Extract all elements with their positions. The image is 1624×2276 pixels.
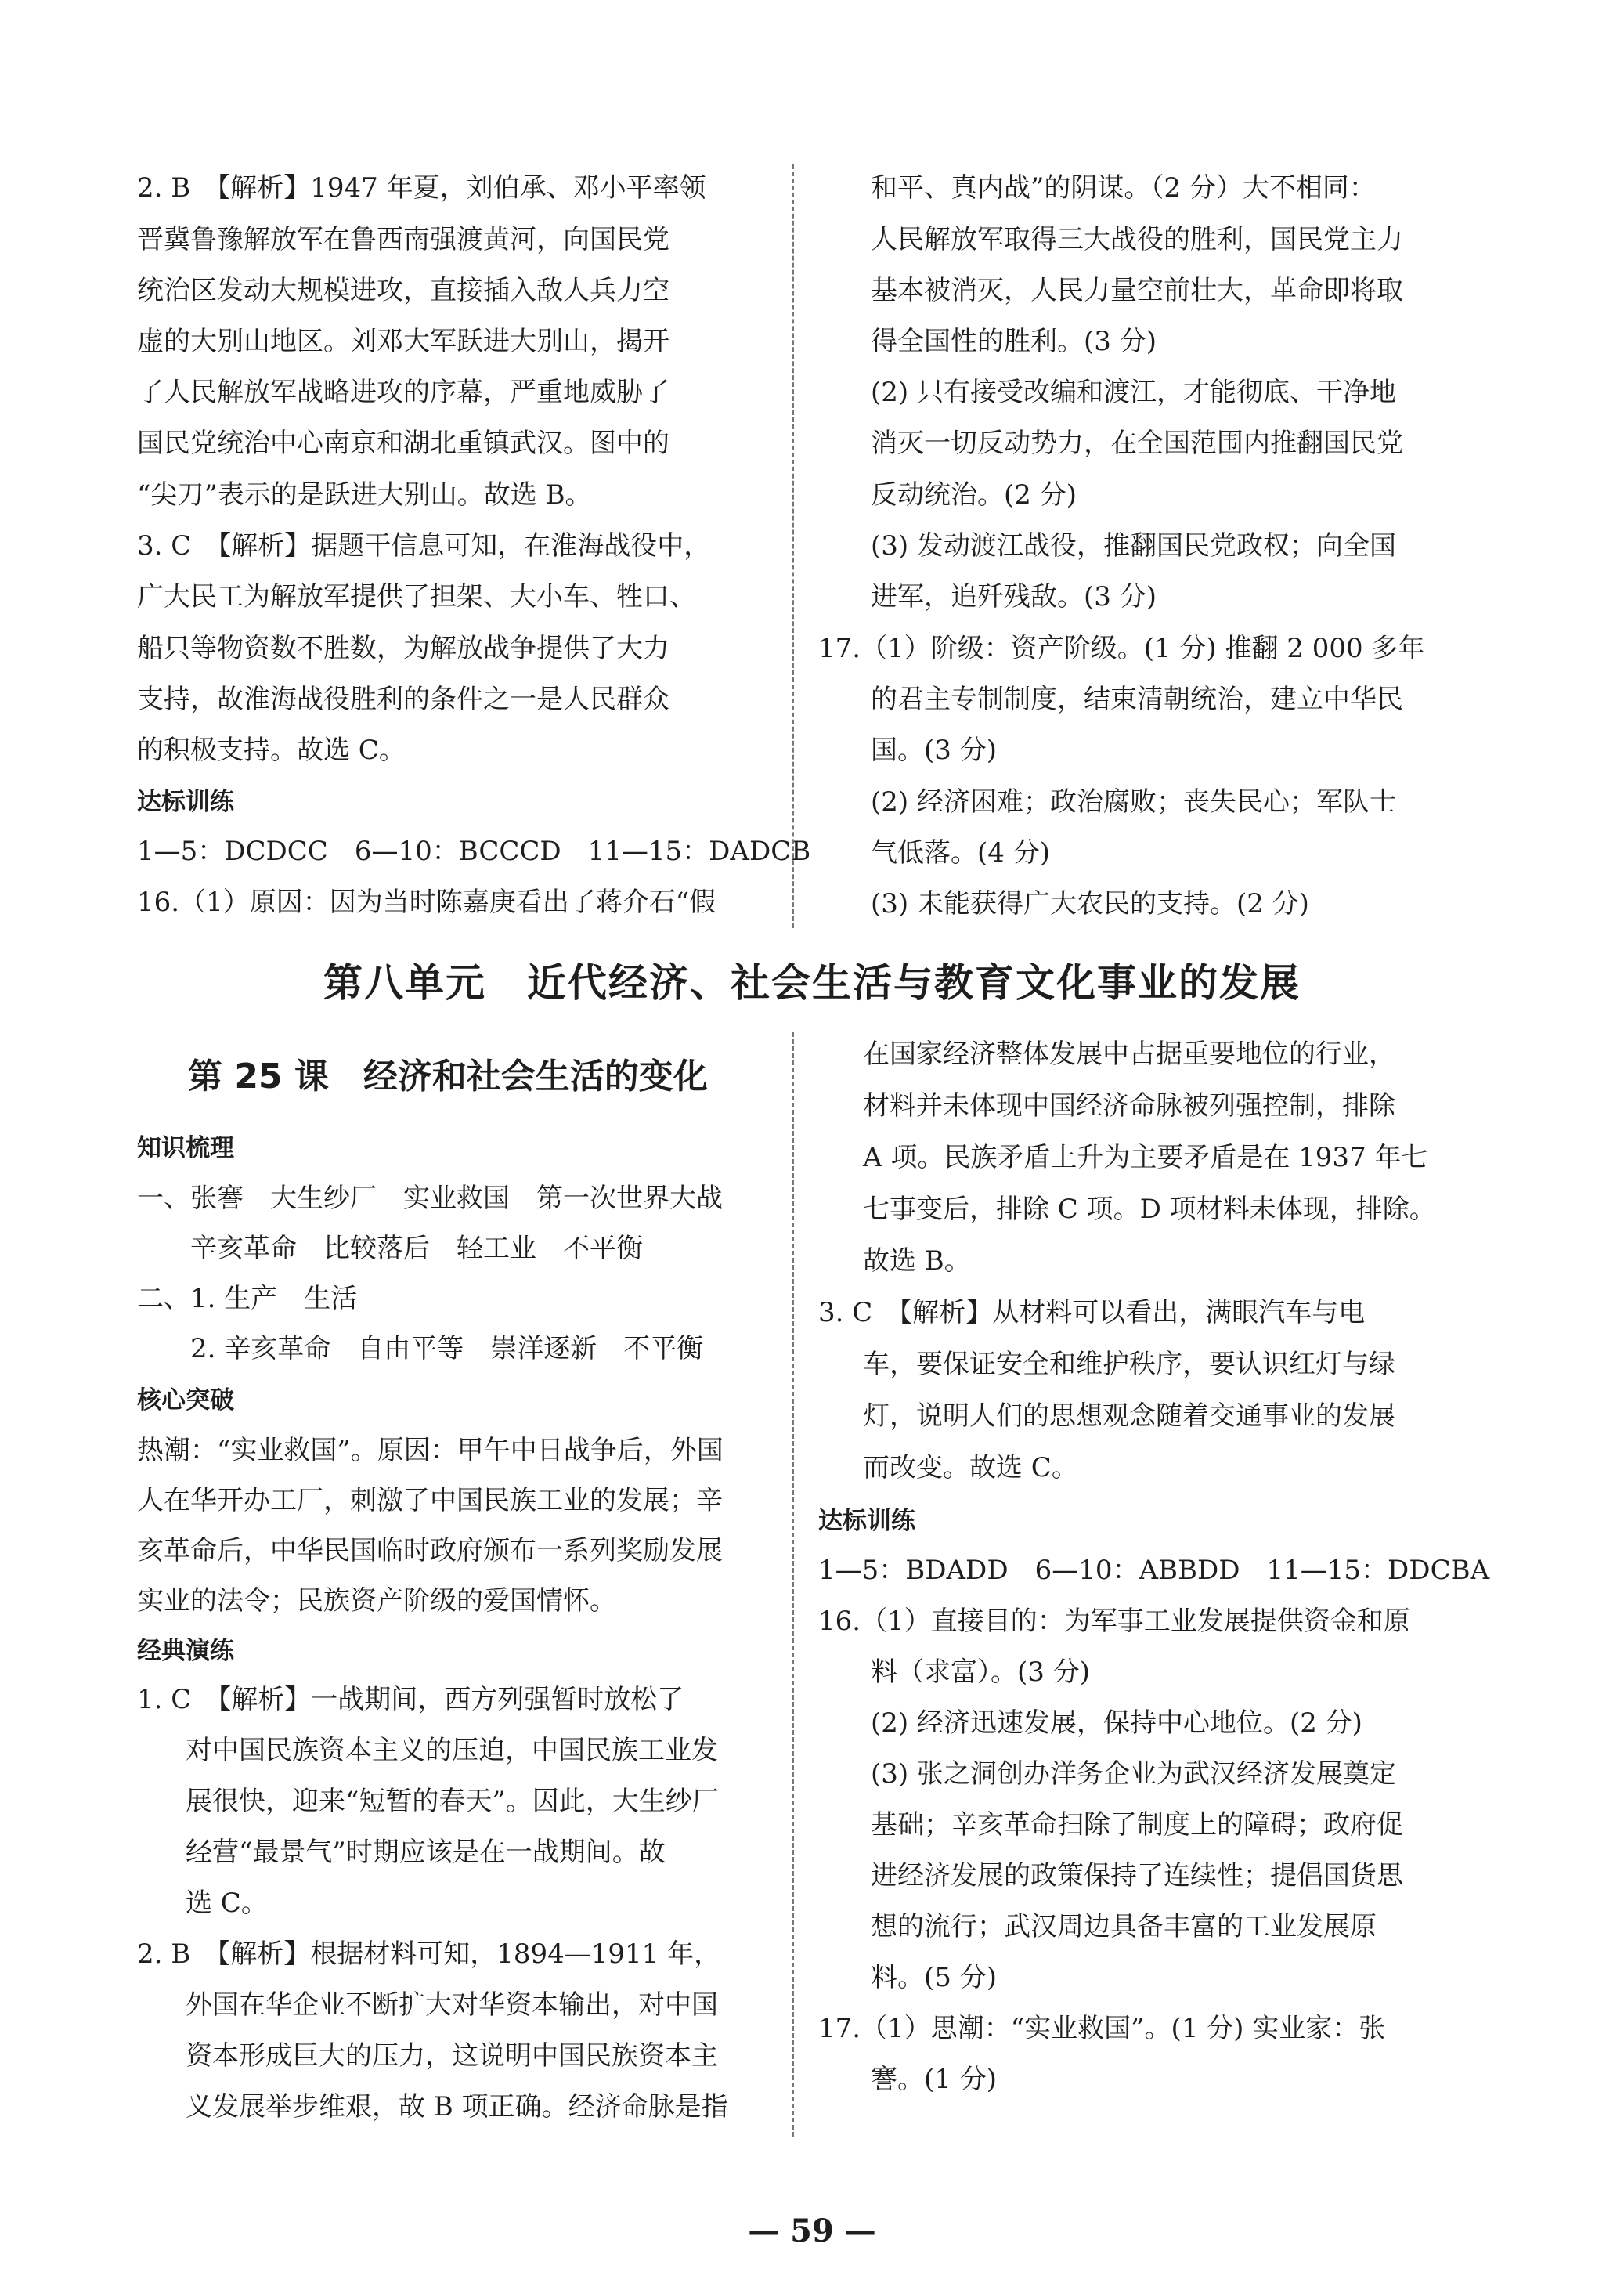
- column-divider-top: [792, 164, 794, 928]
- answer-line: 2. 辛亥革命 自由平等 崇洋逐新 不平衡: [137, 1333, 704, 1364]
- answer-line: 的君主专制制度，结束清朝统治，建立中华民: [871, 684, 1403, 715]
- answer-line: 材料并未体现中国经济命脉被列强控制，排除: [863, 1090, 1395, 1122]
- answer-line: 1—5：DCDCC 6—10：BCCCD 11—15：DADCB: [137, 836, 811, 867]
- answer-line: 展很快，迎来“短暂的春天”。因此，大生纱厂: [186, 1786, 719, 1817]
- answer-line: (3) 张之洞创办洋务企业为武汉经济发展奠定: [871, 1758, 1396, 1790]
- answer-line: 统治区发动大规模进攻，直接插入敌人兵力空: [137, 275, 669, 306]
- page-number: — 59 —: [748, 2213, 876, 2249]
- answer-line: 选 C。: [186, 1888, 268, 1919]
- answer-line: 进军，追歼残敌。(3 分): [871, 581, 1157, 612]
- answer-line: 虚的大别山地区。刘邓大军跃进大别山，揭开: [137, 326, 669, 357]
- answer-line: 车，要保证安全和维护秩序，要认识红灯与绿: [863, 1349, 1395, 1380]
- answer-line: 支持，故淮海战役胜利的条件之一是人民群众: [137, 684, 669, 715]
- answer-line: 资本形成巨大的压力，这说明中国民族资本主: [186, 2040, 718, 2072]
- answer-line: 想的流行；武汉周边具备丰富的工业发展原: [871, 1911, 1377, 1942]
- answer-line: 广大民工为解放军提供了担架、大小车、牲口、: [137, 581, 696, 612]
- section-heading: 达标训练: [818, 1507, 915, 1535]
- answer-line: 二、1. 生产 生活: [137, 1283, 358, 1314]
- answer-line: 料。(5 分): [871, 1962, 997, 1993]
- answer-line: 3. C 【解析】据题干信息可知，在淮海战役中，: [137, 530, 711, 562]
- answer-line: 七事变后，排除 C 项。D 项材料未体现，排除。: [863, 1194, 1436, 1225]
- answer-line: 基础；辛亥革命扫除了制度上的障碍；政府促: [871, 1809, 1403, 1841]
- answer-line: 17.（1）阶级：资产阶级。(1 分) 推翻 2 000 多年: [818, 633, 1425, 664]
- answer-line: 而改变。故选 C。: [863, 1452, 1078, 1483]
- answer-line: 17.（1）思潮：“实业救国”。(1 分) 实业家：张: [818, 2013, 1386, 2044]
- answer-line: 晋冀鲁豫解放军在鲁西南强渡黄河，向国民党: [137, 224, 669, 255]
- answer-line: 实业的法令；民族资产阶级的爱国情怀。: [137, 1585, 616, 1617]
- answer-line: 热潮：“实业救国”。原因：甲午中日战争后，外国: [137, 1435, 724, 1466]
- answer-line: 进经济发展的政策保持了连续性；提倡国货思: [871, 1860, 1403, 1891]
- answer-line: 2. B 【解析】1947 年夏，刘伯承、邓小平率领: [137, 172, 706, 204]
- answer-line: 了人民解放军战略进攻的序幕，严重地威胁了: [137, 377, 669, 408]
- answer-line: 得全国性的胜利。(3 分): [871, 326, 1157, 357]
- answer-line: “尖刀”表示的是跃进大别山。故选 B。: [137, 479, 592, 511]
- answer-line: 人在华开办工厂，刺激了中国民族工业的发展；辛: [137, 1485, 723, 1516]
- answer-line: 国民党统治中心南京和湖北重镇武汉。图中的: [137, 428, 669, 459]
- answer-line: 国。(3 分): [871, 735, 997, 766]
- answer-line: 和平、真内战”的阴谋。（2 分）大不相同：: [871, 172, 1376, 204]
- answer-line: 灯，说明人们的思想观念随着交通事业的发展: [863, 1400, 1395, 1432]
- answer-line: 16.（1）原因：因为当时陈嘉庚看出了蒋介石“假: [137, 887, 716, 918]
- answer-line: 料（求富）。(3 分): [871, 1656, 1090, 1688]
- answer-line: 故选 B。: [863, 1245, 971, 1277]
- answer-line: 消灭一切反动势力，在全国范围内推翻国民党: [871, 428, 1403, 459]
- unit-title: 第八单元 近代经济、社会生活与教育文化事业的发展: [323, 960, 1301, 1006]
- answer-line: (3) 发动渡江战役，推翻国民党政权；向全国: [871, 530, 1396, 562]
- answer-line: 反动统治。(2 分): [871, 479, 1077, 511]
- section-heading: 经典演练: [137, 1637, 234, 1665]
- answer-line: 1. C 【解析】一战期间，西方列强暂时放松了: [137, 1684, 684, 1715]
- answer-line: 基本被消灭，人民力量空前壮大，革命即将取: [871, 275, 1403, 306]
- answer-line: (3) 未能获得广大农民的支持。(2 分): [871, 888, 1309, 919]
- answer-line: 外国在华企业不断扩大对华资本输出，对中国: [186, 1989, 718, 2021]
- answer-line: 气低落。(4 分): [871, 837, 1050, 869]
- answer-line: 謇。(1 分): [871, 2064, 997, 2095]
- column-divider-bottom: [792, 1032, 794, 2137]
- answer-line: 对中国民族资本主义的压迫，中国民族工业发: [186, 1735, 718, 1766]
- answer-line: 在国家经济整体发展中占据重要地位的行业，: [863, 1039, 1395, 1070]
- answer-line: (2) 只有接受改编和渡江，才能彻底、干净地: [871, 377, 1396, 408]
- section-heading: 达标训练: [137, 788, 234, 816]
- answer-line: 3. C 【解析】从材料可以看出，满眼汽车与电: [818, 1297, 1366, 1328]
- answer-line: A 项。民族矛盾上升为主要矛盾是在 1937 年七: [863, 1142, 1428, 1173]
- answer-line: 亥革命后，中华民国临时政府颁布一系列奖励发展: [137, 1535, 723, 1566]
- answer-line: 一、张謇 大生纱厂 实业救国 第一次世界大战: [137, 1183, 723, 1214]
- answer-line: (2) 经济迅速发展，保持中心地位。(2 分): [871, 1707, 1362, 1739]
- answer-line: 的积极支持。故选 C。: [137, 735, 406, 766]
- answer-line: 2. B 【解析】根据材料可知，1894—1911 年，: [137, 1938, 721, 1970]
- section-heading: 核心突破: [137, 1386, 234, 1414]
- answer-line: 人民解放军取得三大战役的胜利，国民党主力: [871, 224, 1403, 255]
- answer-line: 义发展举步维艰，故 B 项正确。经济命脉是指: [186, 2091, 728, 2122]
- answer-line: 1—5：BDADD 6—10：ABBDD 11—15：DDCBA: [818, 1555, 1490, 1586]
- answer-line: 16.（1）直接目的：为军事工业发展提供资金和原: [818, 1606, 1410, 1637]
- section-heading: 知识梳理: [137, 1134, 234, 1162]
- answer-line: (2) 经济困难；政治腐败；丧失民心；军队士: [871, 786, 1396, 818]
- lesson-title: 第 25 课 经济和社会生活的变化: [188, 1057, 708, 1096]
- answer-line: 经营“最景气”时期应该是在一战期间。故: [186, 1837, 666, 1868]
- answer-line: 辛亥革命 比较落后 轻工业 不平衡: [137, 1233, 643, 1264]
- answer-line: 船只等物资数不胜数，为解放战争提供了大力: [137, 633, 669, 664]
